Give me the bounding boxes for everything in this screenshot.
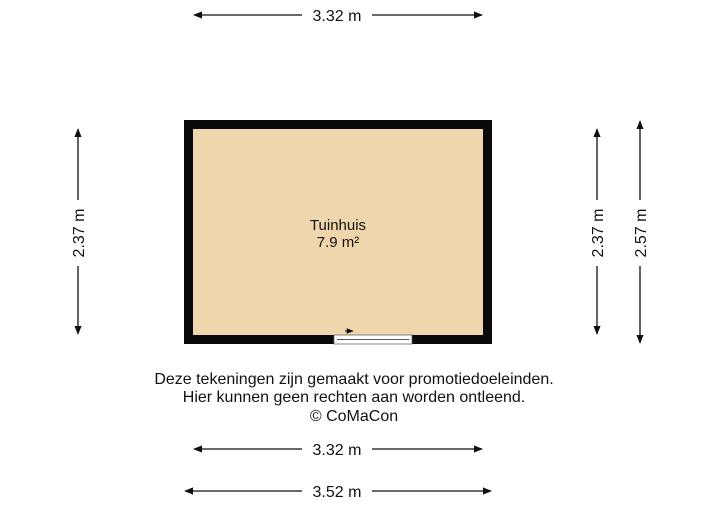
svg-text:2.37 m: 2.37 m bbox=[71, 208, 88, 258]
svg-text:2.57 m: 2.57 m bbox=[633, 208, 650, 258]
dimension-right-outer bbox=[633, 121, 650, 343]
svg-text:2.37 m: 2.37 m bbox=[590, 208, 607, 258]
dimension-bottom-inner bbox=[194, 442, 482, 459]
disclaimer-line-2: Hier kunnen geen rechten aan worden ontleend. bbox=[182, 389, 526, 406]
disclaimer-line-3: © CoMaCon bbox=[309, 408, 399, 425]
svg-text:3.32 m: 3.32 m bbox=[312, 442, 362, 459]
dimension-bottom-outer bbox=[185, 484, 491, 501]
svg-text:3.32 m: 3.32 m bbox=[312, 8, 362, 25]
dimension-top bbox=[194, 8, 482, 25]
dimension-left bbox=[71, 129, 88, 334]
room-area: 7.9 m² bbox=[316, 234, 360, 251]
room-name: Tuinhuis bbox=[309, 217, 367, 234]
disclaimer-line-1: Deze tekeningen zijn gemaakt voor promotiedoeleinden. bbox=[154, 371, 554, 388]
svg-text:3.52 m: 3.52 m bbox=[312, 484, 362, 501]
dimension-right-inner bbox=[590, 129, 607, 334]
